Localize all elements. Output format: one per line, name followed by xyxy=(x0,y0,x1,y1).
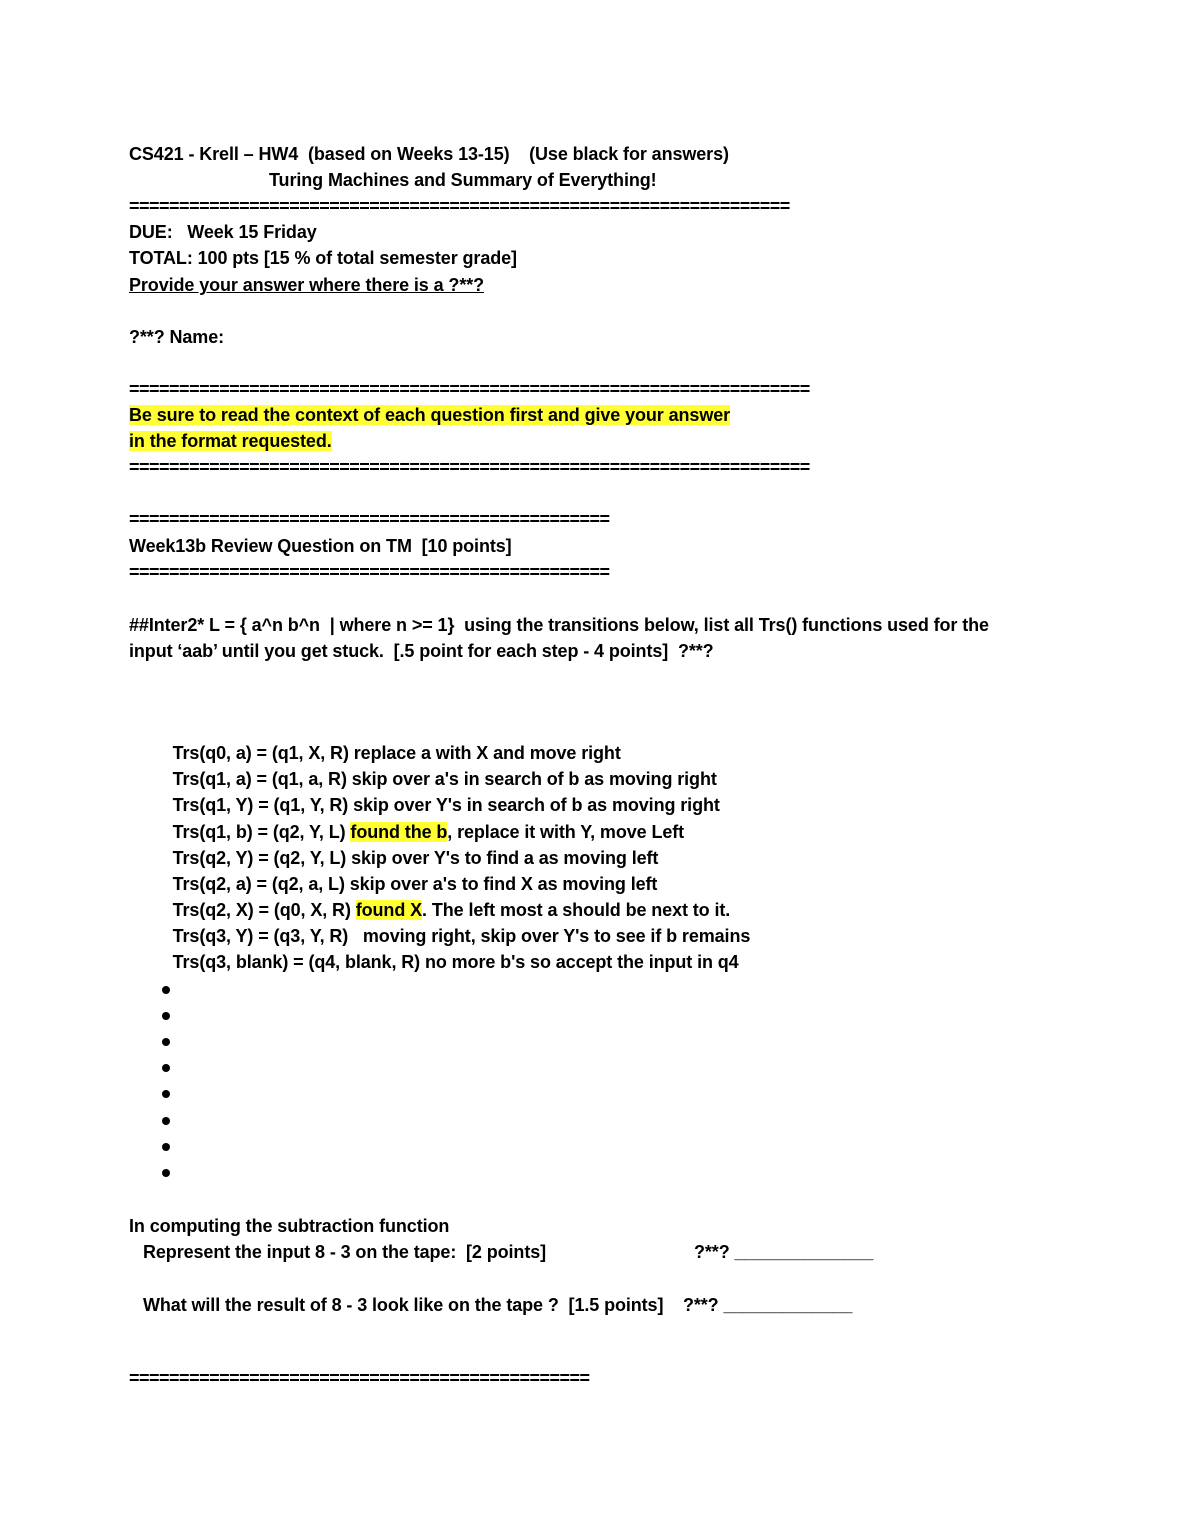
separator-top: ================================================================== xyxy=(129,196,790,216)
section-title: Week13b Review Question on TM [10 points] xyxy=(129,536,512,556)
question-line-2: input ‘aab’ until you get stuck. [.5 point for each step - 4 points] ?**? xyxy=(129,641,714,661)
transition-line: Trs(q3, blank) = (q4, blank, R) no more b's so accept the input in q4 xyxy=(172,952,739,972)
name-label: ?**? Name: xyxy=(129,327,225,347)
provide-answer-instruction: Provide your answer where there is a ?**? xyxy=(129,275,485,295)
highlight-found-x: found X xyxy=(355,900,423,920)
separator-notice-top: ==================================================================== xyxy=(129,379,810,399)
subtraction-answer-1: ?**? ______________ xyxy=(694,1242,874,1262)
transition-line: Trs(q0, a) = (q1, X, R) replace a with X and move right xyxy=(172,743,621,763)
transition-line: Trs(q1, b) = (q2, Y, L) found the b, replace it with Y, move Left xyxy=(172,822,685,842)
answer-bullet xyxy=(162,1117,170,1125)
due-date: DUE: Week 15 Friday xyxy=(129,222,317,242)
subtraction-question-1: Represent the input 8 - 3 on the tape: [2 points] xyxy=(143,1242,547,1262)
notice-line-1: Be sure to read the context of each question first and give your answer xyxy=(129,405,731,425)
transition-line: Trs(q2, X) = (q0, X, R) found X. The left most a should be next to it. xyxy=(172,900,731,920)
separator-section-bottom: ================================================ xyxy=(129,562,610,582)
transition-line: Trs(q1, a) = (q1, a, R) skip over a's in search of b as moving right xyxy=(172,769,717,789)
subtraction-question-2: What will the result of 8 - 3 look like on the tape ? [1.5 points] ?**? _____________ xyxy=(143,1295,853,1315)
answer-bullet xyxy=(162,986,170,994)
separator-notice-bottom: ==================================================================== xyxy=(129,457,810,477)
homework-subtitle: Turing Machines and Summary of Everything! xyxy=(269,170,657,190)
separator-section-top: ================================================ xyxy=(129,509,610,529)
answer-bullet xyxy=(162,1090,170,1098)
highlight-found-b: found the b xyxy=(350,822,448,842)
transition-line: Trs(q1, Y) = (q1, Y, R) skip over Y's in search of b as moving right xyxy=(172,795,720,815)
notice-line-2: in the format requested. xyxy=(129,431,332,451)
total-points: TOTAL: 100 pts [15 % of total semester grade] xyxy=(129,248,517,268)
homework-title: CS421 - Krell – HW4 (based on Weeks 13-15) (Use black for answers) xyxy=(129,144,729,164)
subtraction-heading: In computing the subtraction function xyxy=(129,1216,450,1236)
question-line-1: ##Inter2* L = { a^n b^n | where n >= 1} using the transitions below, list all Trs() functions used for the xyxy=(129,615,989,635)
answer-bullet xyxy=(162,1169,170,1177)
answer-bullet xyxy=(162,1143,170,1151)
transition-line: Trs(q3, Y) = (q3, Y, R) moving right, skip over Y's to see if b remains xyxy=(172,926,751,946)
transition-line: Trs(q2, Y) = (q2, Y, L) skip over Y's to find a as moving left xyxy=(172,848,659,868)
answer-bullet xyxy=(162,1064,170,1072)
answer-bullet xyxy=(162,1012,170,1020)
transition-line: Trs(q2, a) = (q2, a, L) skip over a's to find X as moving left xyxy=(172,874,658,894)
answer-bullet xyxy=(162,1038,170,1046)
separator-footer: ============================================== xyxy=(129,1368,590,1388)
